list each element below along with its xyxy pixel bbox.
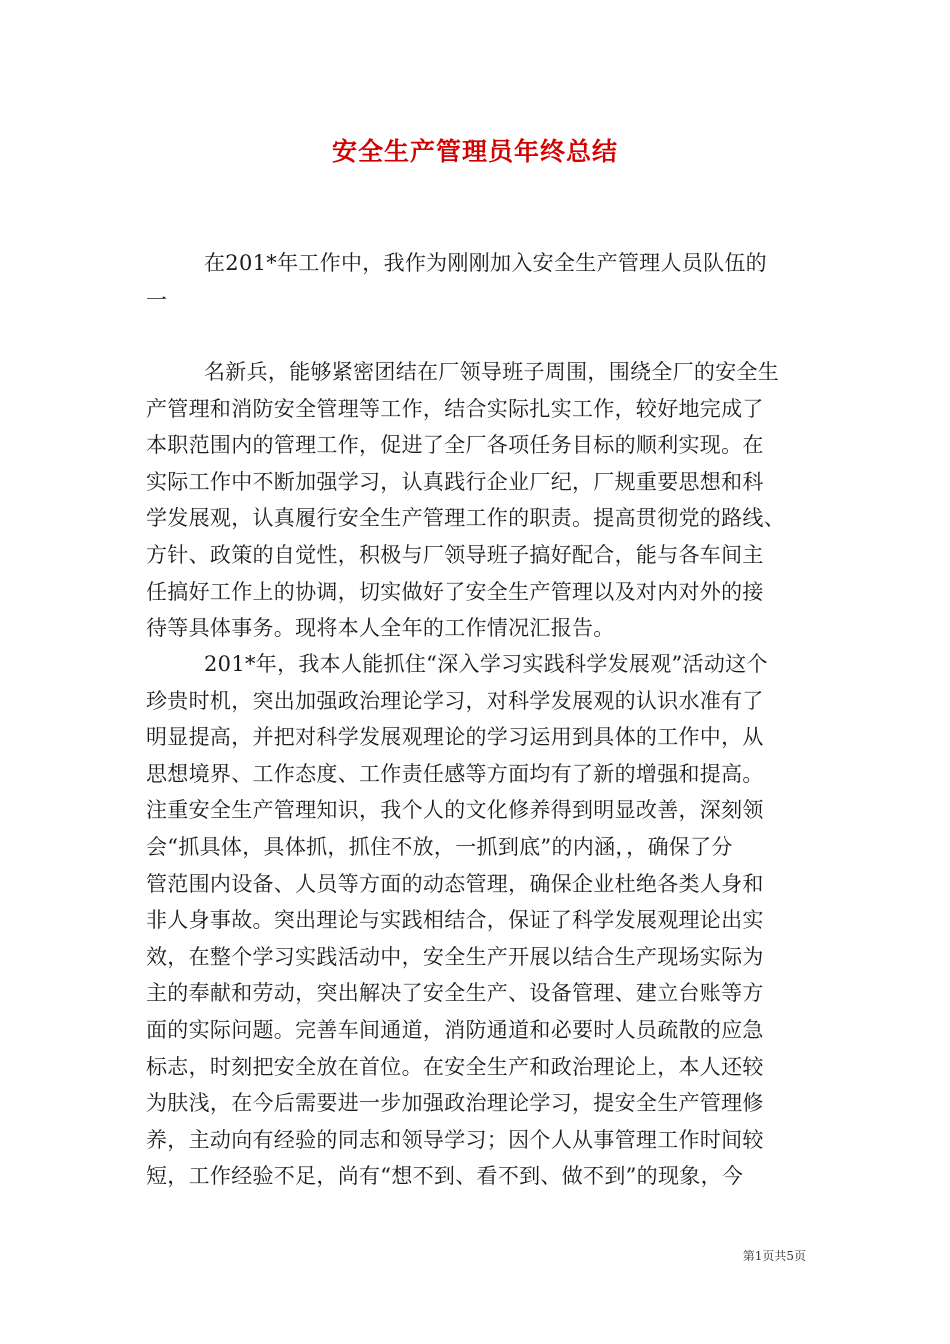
- document-title: 安全生产管理员年终总结: [331, 137, 618, 166]
- text-line: 面的实际问题。完善车间通道，消防通道和必要时人员疏散的应急: [146, 1017, 764, 1042]
- text-line: 养，主动向有经验的同志和领导学习；因个人从事管理工作时间较: [146, 1127, 764, 1152]
- text-line: 在201*年工作中，我作为刚刚加入安全生产管理人员队伍的: [204, 251, 767, 275]
- page-number: 第1页共5页: [742, 1249, 806, 1263]
- text-line: 方针、政策的自觉性，积极与厂领导班子搞好配合，能与各车间主: [146, 542, 764, 567]
- text-line: 本职范围内的管理工作，促进了全厂各项任务目标的顺利实现。在: [146, 433, 764, 458]
- text-line: 管范围内设备、人员等方面的动态管理，确保企业杜绝各类人身和: [146, 871, 764, 896]
- text-line: 为肤浅，在今后需要进一步加强政治理论学习，提安全生产管理修: [146, 1091, 764, 1116]
- text-line: 名新兵，能够紧密团结在厂领导班子周围，围绕全厂的安全生: [204, 360, 780, 384]
- text-line: 注重安全生产管理知识，我个人的文化修养得到明显改善，深刻领: [146, 798, 764, 823]
- paragraph-2: [146, 354, 806, 647]
- text-line: 非人身事故。突出理论与实践相结合，保证了科学发展观理论出实: [146, 908, 764, 933]
- text-line: 珍贵时机，突出加强政治理论学习，对科学发展观的认识水准有了: [146, 688, 764, 713]
- text-line: 201*年，我本人能抓住“深入学习实践科学发展观”活动这个: [204, 652, 768, 676]
- text-line: 待等具体事务。现将本人全年的工作情况汇报告。: [146, 616, 615, 641]
- text-line: 主的奉献和劳动，突出解决了安全生产、设备管理、建立台账等方: [146, 981, 764, 1006]
- text-line: 短，工作经验不足，尚有“想不到、看不到、做不到”的现象，今: [146, 1164, 744, 1189]
- text-line: 效，在整个学习实践活动中，安全生产开展以结合生产现场实际为: [146, 944, 764, 969]
- text-line: 产管理和消防安全管理等工作，结合实际扎实工作，较好地完成了: [146, 396, 764, 421]
- paragraph-1: [146, 245, 806, 318]
- text-line: 标志，时刻把安全放在首位。在安全生产和政治理论上，本人还较: [146, 1054, 764, 1079]
- text-line: 任搞好工作上的协调，切实做好了安全生产管理以及对内对外的接: [146, 579, 764, 604]
- text-line: 会“抓具体，具体抓，抓住不放，一抓到底”的内涵，，确保了分: [146, 834, 733, 859]
- text-line: 明显提高，并把对科学发展观理论的学习运用到具体的工作中，从: [146, 725, 764, 750]
- text-line: 实际工作中不断加强学习，认真践行企业厂纪，厂规重要思想和科: [146, 469, 764, 494]
- text-line: 一: [146, 287, 168, 312]
- text-line: 思想境界、工作态度、工作责任感等方面均有了新的增强和提高。: [146, 761, 764, 786]
- paragraph-3: [146, 646, 806, 1195]
- text-line: 学发展观，认真履行安全生产管理工作的职责。提高贯彻党的路线、: [146, 506, 785, 531]
